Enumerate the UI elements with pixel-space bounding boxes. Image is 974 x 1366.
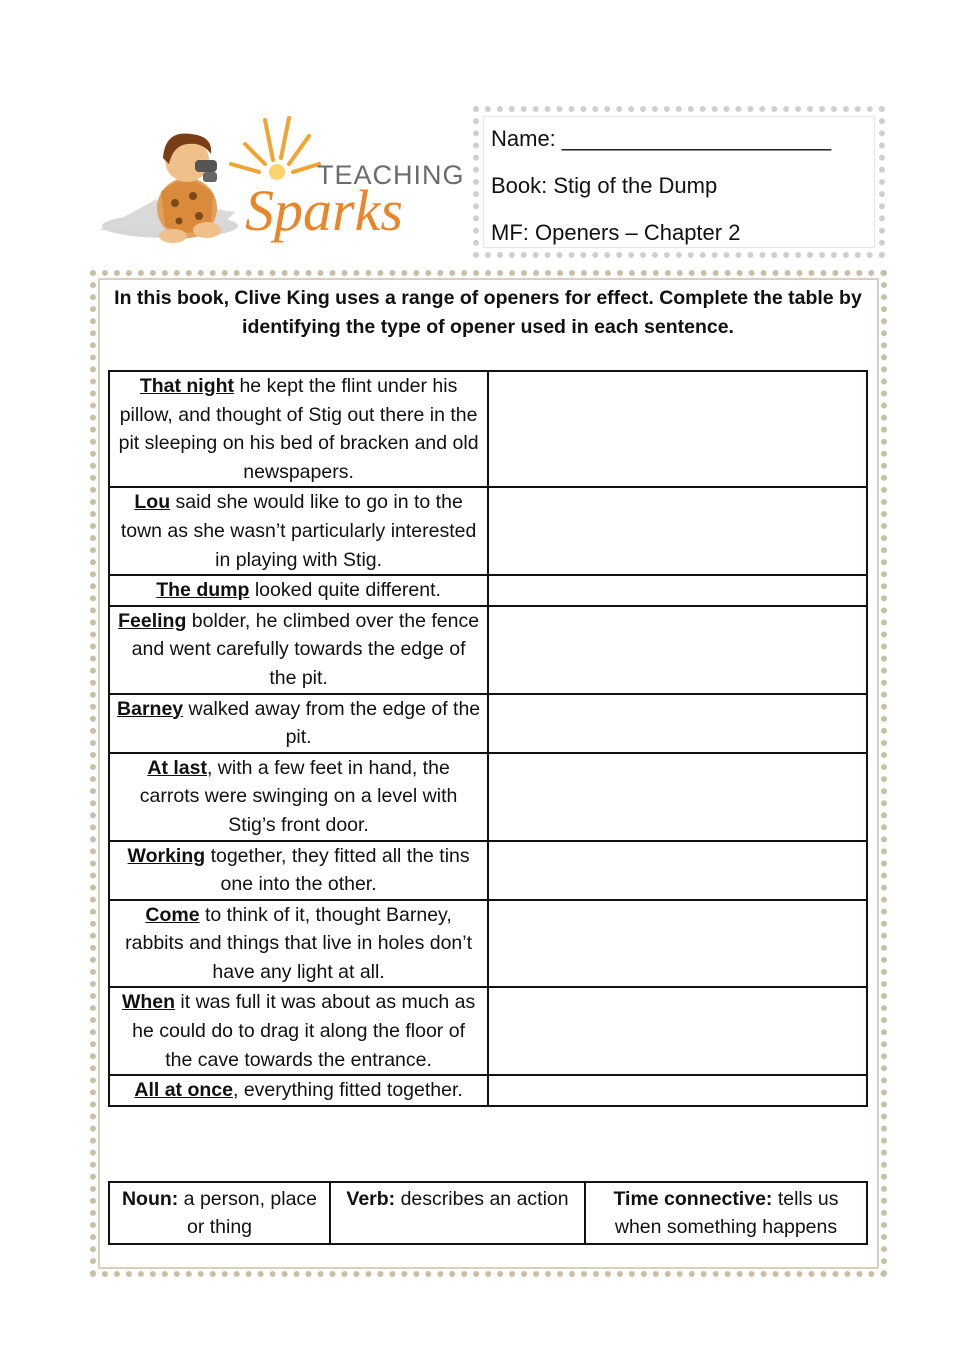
glossary-term: Time connective: <box>613 1188 773 1210</box>
sentence-cell <box>109 487 488 575</box>
logo-sparks-text: Sparks <box>245 178 403 243</box>
answer-cell[interactable] <box>488 694 867 753</box>
answer-cell[interactable] <box>488 606 867 694</box>
table-row <box>109 694 867 753</box>
table-row <box>109 1075 867 1106</box>
sentence-rest: walked away from the edge of the pit. <box>183 697 481 749</box>
instructions-text: In this book, Clive King uses a range of openers for effect. Complete the table by identifying the type of opener used in each sentence. <box>114 287 862 338</box>
answer-cell[interactable] <box>488 487 867 575</box>
opener-word: Feeling <box>118 609 187 632</box>
sentence-rest: he kept the flint under his pillow, and thought of Stig out there in the pit sleeping on his bed of bracken and old newspapers. <box>118 375 479 483</box>
sentence-cell <box>109 841 488 900</box>
answer-cell[interactable] <box>488 1075 867 1106</box>
book-title: Book: Stig of the Dump <box>491 173 718 198</box>
teaching-sparks-logo <box>95 108 465 258</box>
table-row <box>109 487 867 575</box>
answer-cell[interactable] <box>488 575 867 606</box>
glossary-term: Noun: <box>121 1188 179 1210</box>
table-row <box>109 606 867 694</box>
sentence-cell <box>109 694 488 753</box>
sentence-rest: it was full it was about as much as he could do to drag it along the floor of the cave towards the entrance. <box>132 991 476 1071</box>
opener-word: The dump <box>156 579 250 602</box>
opener-word: At last <box>147 756 207 779</box>
table-row <box>109 371 867 487</box>
glossary-definition: describes an action <box>395 1188 569 1210</box>
worksheet-topic: MF: Openers – Chapter 2 <box>491 220 741 245</box>
sentence-rest: said she would like to go in to the town as she wasn’t particularly interested in playing with Stig. <box>120 491 477 571</box>
sentence-cell <box>109 575 488 606</box>
answer-cell[interactable] <box>488 371 867 487</box>
answer-cell[interactable] <box>488 753 867 841</box>
glossary-verb <box>330 1182 585 1244</box>
logo-teaching-text: TEACHING <box>317 160 465 190</box>
glossary-noun <box>109 1182 330 1244</box>
opener-word: All at once <box>134 1079 233 1102</box>
sentence-rest: to think of it, thought Barney, rabbits and things that live in holes don’t have any light at all. <box>125 903 473 983</box>
glossary-time-connective <box>585 1182 867 1244</box>
opener-word: When <box>121 991 176 1014</box>
glossary-definition: tells us when something happens <box>614 1188 839 1238</box>
answer-cell[interactable] <box>488 841 867 900</box>
table-row <box>109 987 867 1075</box>
sentence-rest: , with a few feet in hand, the carrots were swinging on a level with Stig’s front door. <box>139 756 458 836</box>
answer-cell[interactable] <box>488 987 867 1075</box>
table-row <box>109 575 867 606</box>
sentence-rest: , everything fitted together. <box>232 1079 463 1102</box>
sentence-rest: bolder, he climbed over the fence and went carefully towards the edge of the pit. <box>131 609 480 689</box>
sentence-cell <box>109 371 488 487</box>
sentence-rest: looked quite different. <box>249 579 441 602</box>
table-row <box>109 753 867 841</box>
glossary-row <box>109 1182 867 1244</box>
answer-cell[interactable] <box>488 900 867 988</box>
table-row <box>109 841 867 900</box>
sentence-cell <box>109 1075 488 1106</box>
opener-word: That night <box>139 375 235 397</box>
student-info-box <box>473 106 885 258</box>
sentence-cell <box>109 606 488 694</box>
sentence-cell <box>109 987 488 1075</box>
opener-word: Lou <box>134 491 171 514</box>
opener-word: Barney <box>117 697 184 720</box>
sentence-rest: together, they fitted all the tins one into the other. <box>205 844 470 896</box>
table-row <box>109 900 867 988</box>
glossary-table <box>108 1181 868 1245</box>
sentence-cell <box>109 900 488 988</box>
opener-word: Come <box>145 903 200 926</box>
opener-word: Working <box>127 844 206 867</box>
sentence-cell <box>109 753 488 841</box>
openers-table <box>108 370 868 1107</box>
glossary-definition: a person, place or thing <box>178 1188 318 1238</box>
name-field-label[interactable]: Name: ______________________ <box>491 126 832 151</box>
glossary-term: Verb: <box>346 1188 396 1210</box>
